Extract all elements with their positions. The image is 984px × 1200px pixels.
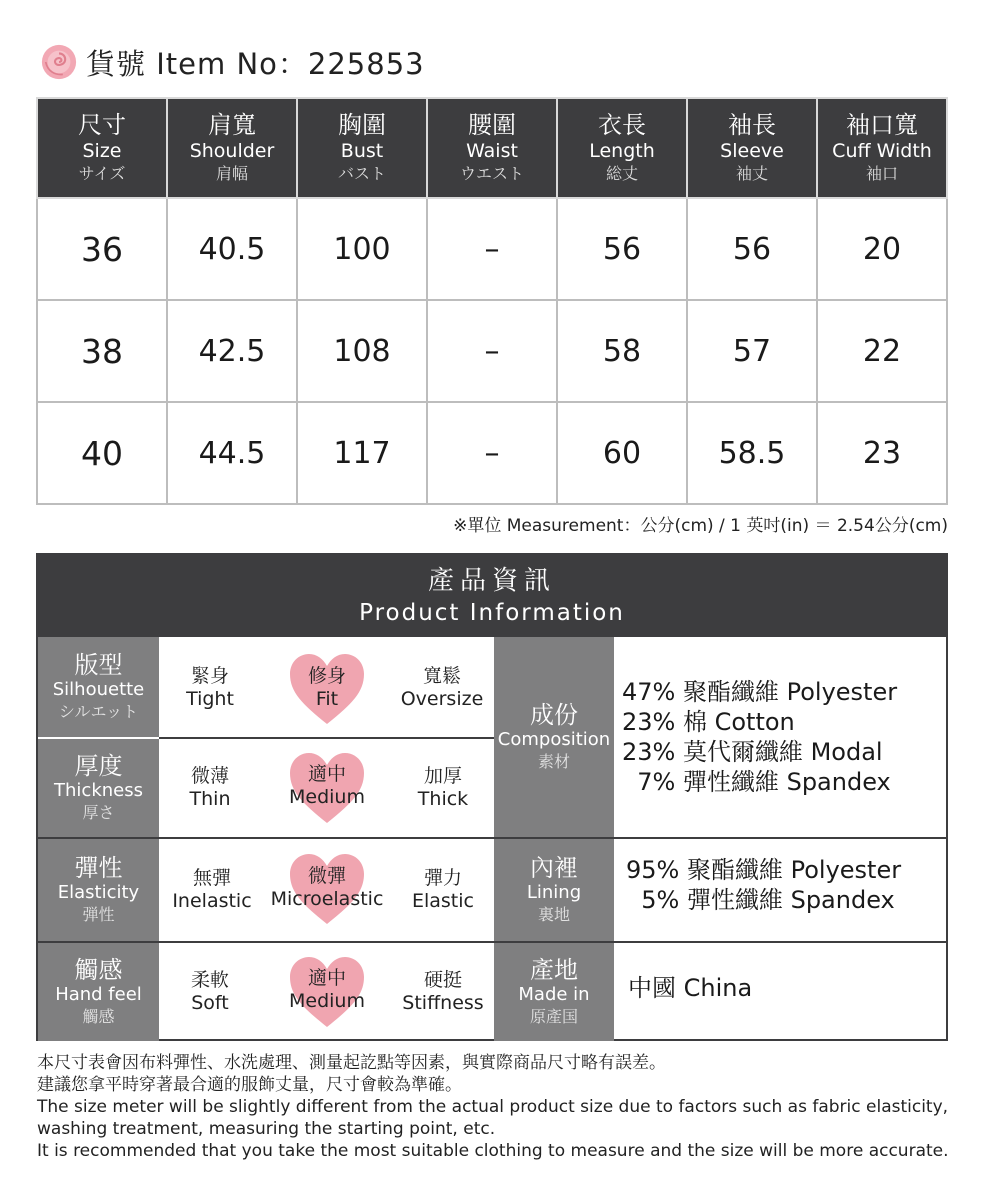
disclaimer bbox=[37, 1052, 957, 1162]
waist-cell: – bbox=[427, 402, 557, 504]
product-info-title-zh: 產品資訊 bbox=[427, 566, 556, 596]
bust-cell: 108 bbox=[297, 300, 427, 402]
disclaimer-line: The size meter will be slightly different from the actual product size due to factors such as fabric elasticity, bbox=[37, 1097, 949, 1117]
waist-cell: – bbox=[427, 198, 557, 300]
sleeve-cell: 57 bbox=[687, 300, 817, 402]
option-fit-selected: 修身 Fit bbox=[307, 665, 346, 710]
table-row bbox=[37, 198, 947, 300]
label-thickness: 厚度 Thickness 厚さ bbox=[38, 739, 159, 837]
option-thin: 微薄 Thin bbox=[189, 765, 231, 810]
item-title bbox=[40, 40, 425, 84]
sleeve-cell: 58.5 bbox=[687, 402, 817, 504]
origin-value: 中國 China bbox=[628, 974, 753, 1002]
header-size: 尺寸 Size サイズ bbox=[37, 98, 167, 198]
product-info-title-en: Product Information bbox=[359, 600, 625, 626]
length-cell: 58 bbox=[557, 300, 687, 402]
lining-list: 95% 聚酯纖維 Polyester 5% 彈性纖維 Spandex bbox=[626, 856, 902, 914]
size-table bbox=[36, 97, 948, 505]
composition-list: 47% 聚酯纖維 Polyester 23% 棉 Cotton 23% 莫代爾纖維 Modal 7% 彈性纖維 Spandex bbox=[622, 678, 898, 796]
table-row bbox=[37, 300, 947, 402]
label-elasticity: 彈性 Elasticity 弾性 bbox=[38, 839, 159, 941]
sleeve-cell: 56 bbox=[687, 198, 817, 300]
bust-cell: 100 bbox=[297, 198, 427, 300]
disclaimer-line: It is recommended that you take the most suitable clothing to measure and the size will be more accurate. bbox=[37, 1141, 949, 1161]
table-row bbox=[37, 402, 947, 504]
label-lining: 內裡 Lining 裏地 bbox=[494, 839, 614, 941]
option-oversize: 寬鬆 Oversize bbox=[400, 665, 484, 710]
header-sleeve: 袖長 Sleeve 袖丈 bbox=[687, 98, 817, 198]
bust-cell: 117 bbox=[297, 402, 427, 504]
rose-icon bbox=[40, 43, 78, 81]
waist-cell: – bbox=[427, 300, 557, 402]
shoulder-cell: 44.5 bbox=[167, 402, 297, 504]
size-cell: 36 bbox=[37, 198, 167, 300]
divider bbox=[38, 837, 946, 839]
option-microelastic-selected: 微彈 Microelastic bbox=[270, 865, 384, 910]
option-thick: 加厚 Thick bbox=[417, 765, 469, 810]
length-cell: 56 bbox=[557, 198, 687, 300]
option-medium-selected: 適中 Medium bbox=[289, 967, 365, 1012]
header-shoulder: 肩寬 Shoulder 肩幅 bbox=[167, 98, 297, 198]
option-tight: 緊身 Tight bbox=[186, 665, 234, 710]
product-info-header bbox=[38, 555, 946, 637]
divider bbox=[159, 737, 494, 739]
header-bust: 胸圍 Bust バスト bbox=[297, 98, 427, 198]
unit-note: ※單位 Measurement：公分(cm) / 1 英吋(in) ＝ 2.54公分(cm) bbox=[453, 516, 948, 536]
option-stiffness: 硬挺 Stiffness bbox=[402, 969, 484, 1014]
size-cell: 38 bbox=[37, 300, 167, 402]
option-medium-selected: 適中 Medium bbox=[289, 763, 365, 808]
cuff-cell: 20 bbox=[817, 198, 947, 300]
product-info-panel bbox=[36, 553, 948, 1041]
size-cell: 40 bbox=[37, 402, 167, 504]
length-cell: 60 bbox=[557, 402, 687, 504]
cuff-cell: 22 bbox=[817, 300, 947, 402]
item-number: 貨號 Item No：225853 bbox=[86, 46, 425, 81]
shoulder-cell: 42.5 bbox=[167, 300, 297, 402]
label-made-in: 產地 Made in 原產国 bbox=[494, 943, 614, 1041]
disclaimer-line: 建議您拿平時穿著最合適的服飾丈量，尺寸會較為準確。 bbox=[37, 1075, 462, 1095]
shoulder-cell: 40.5 bbox=[167, 198, 297, 300]
header-cuff-width: 袖口寬 Cuff Width 袖口 bbox=[817, 98, 947, 198]
option-inelastic: 無彈 Inelastic bbox=[172, 867, 252, 912]
label-silhouette: 版型 Silhouette シルエット bbox=[38, 637, 159, 737]
header-length: 衣長 Length 総丈 bbox=[557, 98, 687, 198]
label-hand-feel: 觸感 Hand feel 觸感 bbox=[38, 943, 159, 1041]
divider bbox=[38, 941, 946, 943]
size-table-header bbox=[37, 98, 947, 198]
label-composition: 成份 Composition 素材 bbox=[494, 637, 614, 837]
option-soft: 柔軟 Soft bbox=[190, 969, 229, 1014]
disclaimer-line: 本尺寸表會因布料彈性、水洗處理、測量起訖點等因素，與實際商品尺寸略有誤差。 bbox=[37, 1053, 666, 1073]
disclaimer-line: washing treatment, measuring the starting point, etc. bbox=[37, 1119, 496, 1139]
option-elastic: 彈力 Elastic bbox=[411, 867, 474, 912]
cuff-cell: 23 bbox=[817, 402, 947, 504]
header-waist: 腰圍 Waist ウエスト bbox=[427, 98, 557, 198]
